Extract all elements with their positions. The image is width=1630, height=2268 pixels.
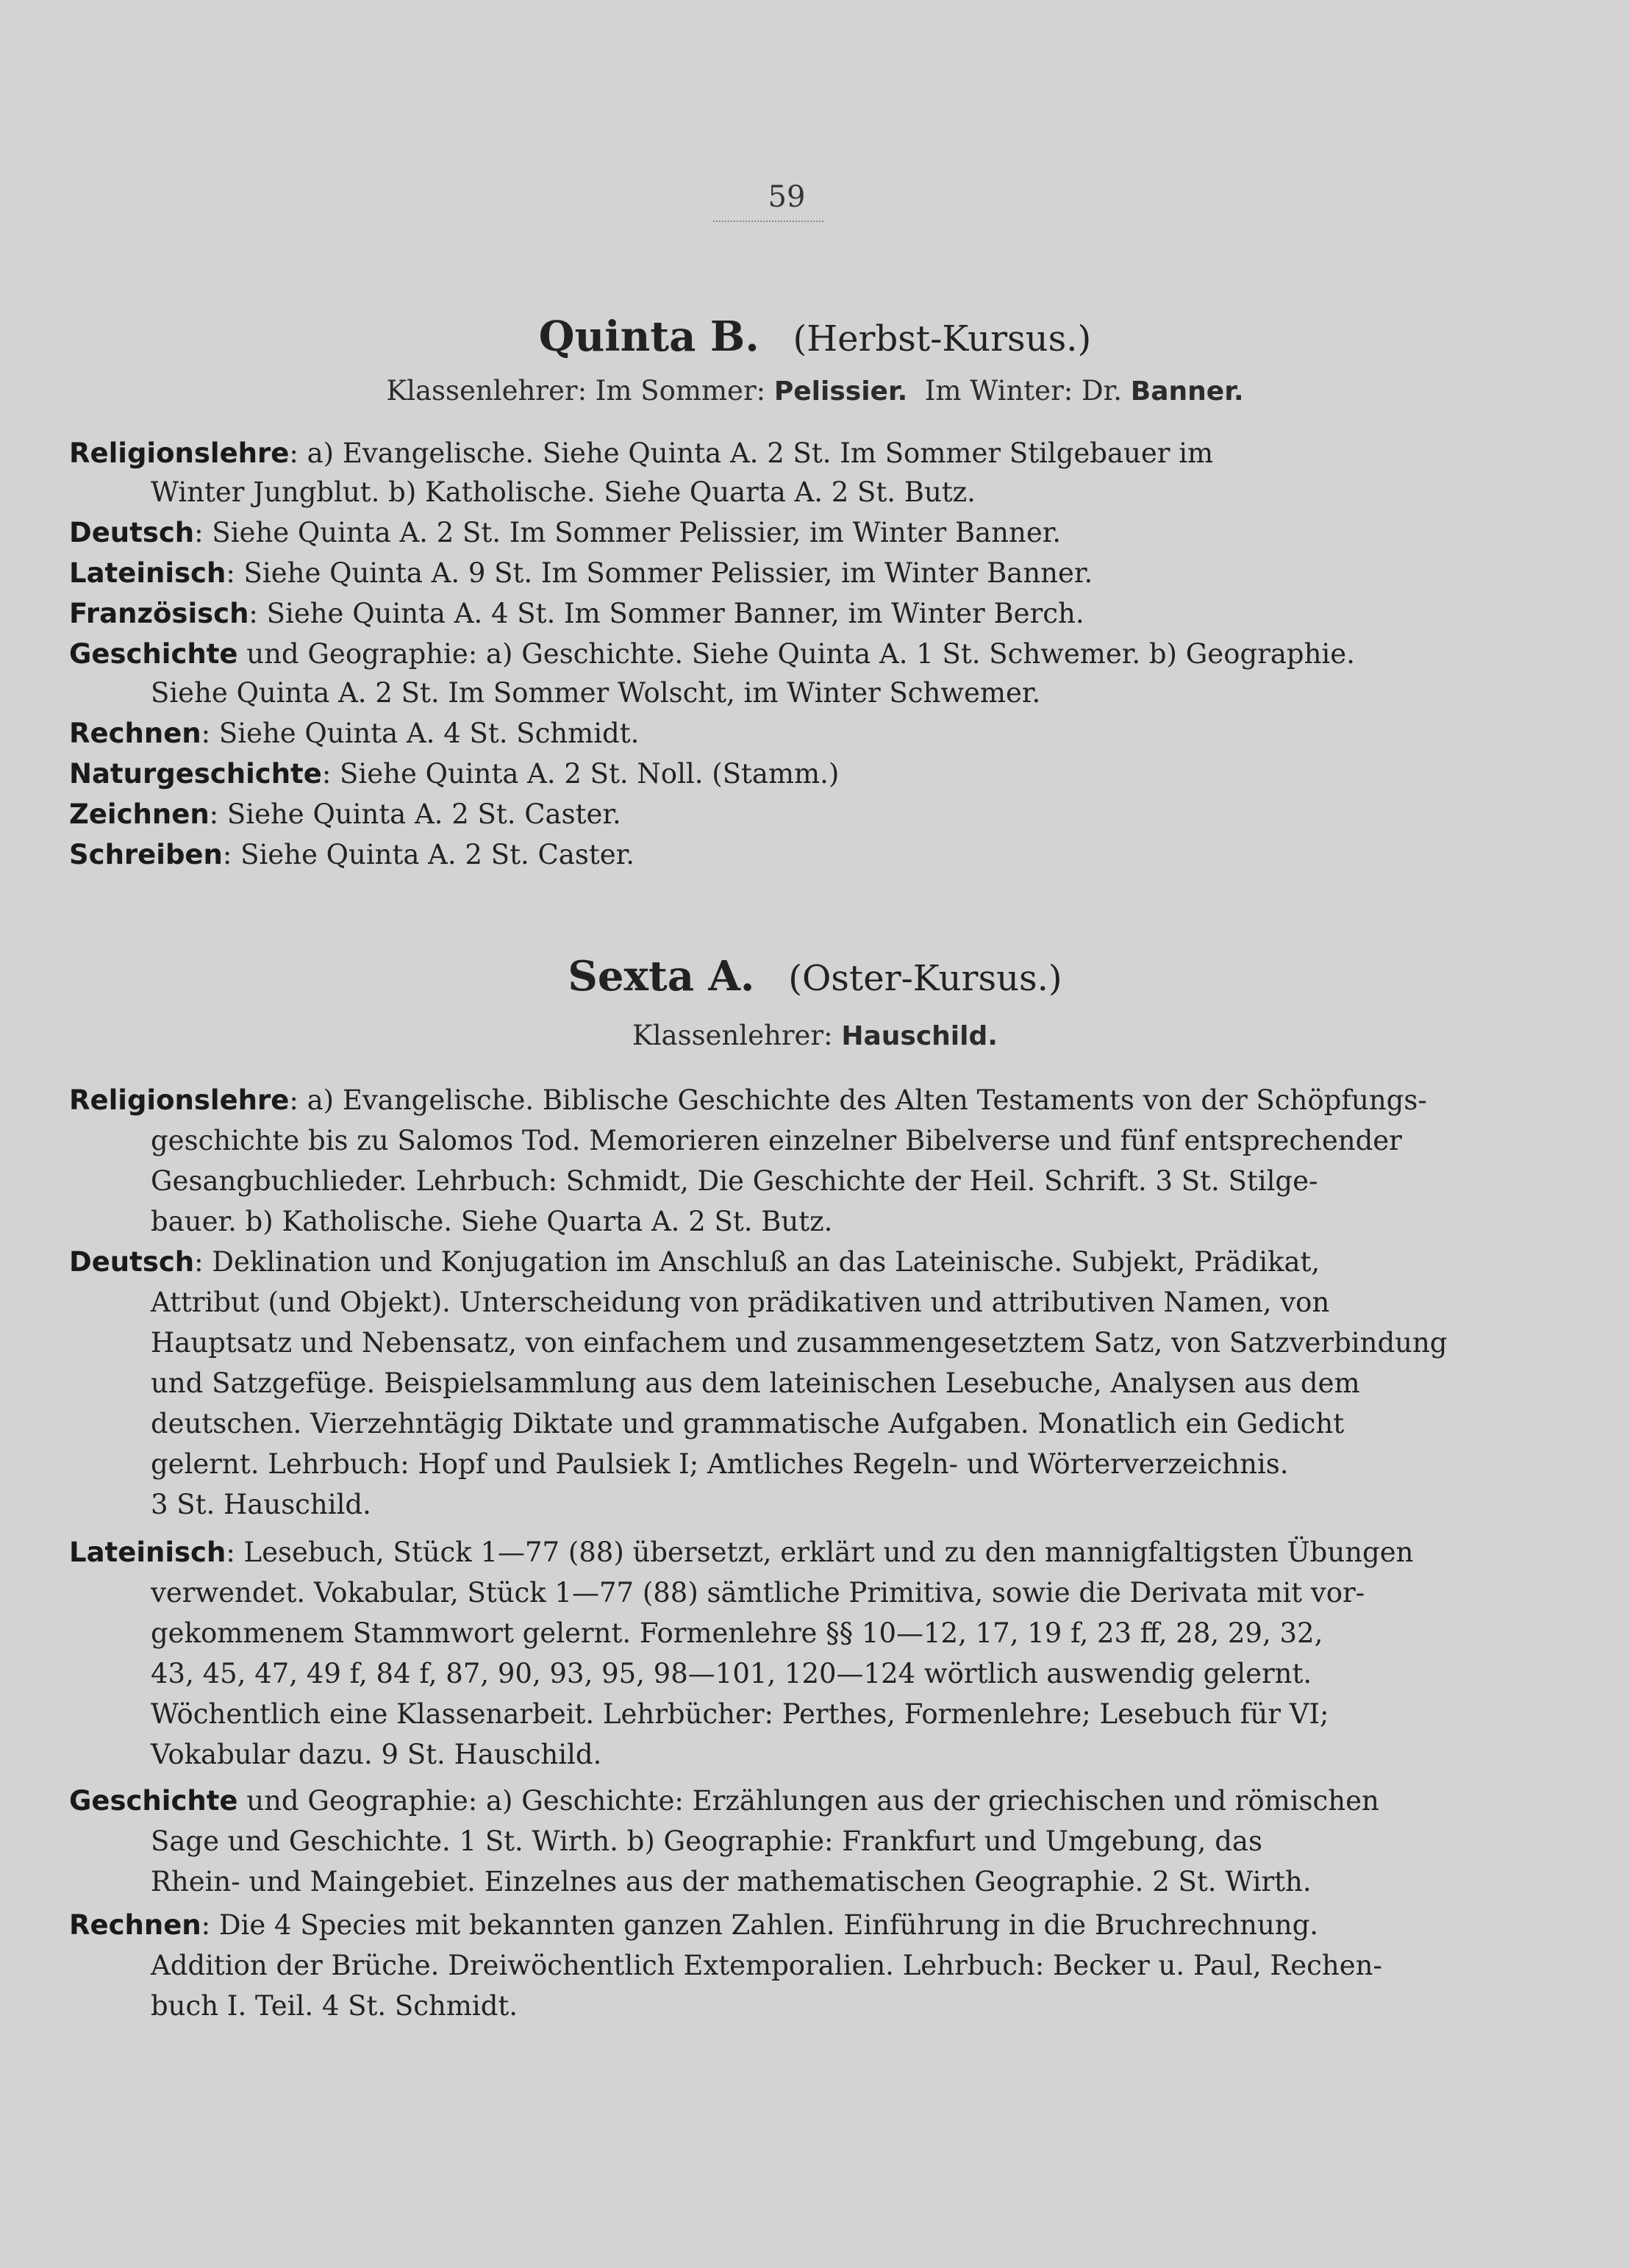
sexta-a-line bbox=[151, 1739, 601, 1770]
line-text: gekommenem Stammwort gelernt. Formenlehre §§ 10—12, 17, 19 f, 23 ff, 28, 29, 32, bbox=[151, 1617, 1323, 1649]
teacher-summer: Pelissier. bbox=[773, 376, 908, 407]
sexta-a-line bbox=[151, 1287, 1329, 1318]
teacher-winter: Banner. bbox=[1130, 376, 1244, 407]
sexta-a-line bbox=[151, 1125, 1402, 1156]
sexta-a-line bbox=[151, 1866, 1312, 1897]
subject-label: Rechnen bbox=[69, 718, 201, 749]
line-text: : Siehe Quinta A. 9 St. Im Sommer Pelissier, im Winter Banner. bbox=[226, 557, 1093, 589]
teacher-label: Klassenlehrer: bbox=[632, 1020, 833, 1051]
subject-label: Schreiben bbox=[69, 839, 223, 870]
subject-label: Religionslehre bbox=[69, 437, 290, 469]
sexta-a-line bbox=[151, 1489, 371, 1520]
line-text: verwendet. Vokabular, Stück 1—77 (88) sämtliche Primitiva, sowie die Derivata mit vor- bbox=[151, 1577, 1365, 1609]
sexta-a-line bbox=[151, 1165, 1318, 1197]
quinta-b-line bbox=[69, 598, 1084, 629]
line-text: bauer. b) Katholische. Siehe Quarta A. 2 St. Butz. bbox=[151, 1206, 833, 1237]
quinta-b-line bbox=[69, 839, 635, 870]
line-text: Winter Jungblut. b) Katholische. Siehe Quarta A. 2 St. Butz. bbox=[151, 476, 976, 508]
quinta-b-line bbox=[69, 517, 1061, 548]
sexta-a-line bbox=[151, 1327, 1447, 1359]
line-text: deutschen. Vierzehntägig Diktate und grammatische Aufgaben. Monatlich ein Gedicht bbox=[151, 1408, 1345, 1439]
line-text: : Lesebuch, Stück 1—77 (88) übersetzt, erklärt und zu den mannigfaltigsten Übungen bbox=[226, 1537, 1414, 1568]
subject-label: Religionslehre bbox=[69, 1084, 290, 1116]
line-text: und Satzgefüge. Beispielsammlung aus dem lateinischen Lesebuche, Analysen aus dem bbox=[151, 1367, 1360, 1399]
sexta-a-line bbox=[69, 1785, 1379, 1817]
sexta-a-line bbox=[69, 1084, 1427, 1116]
quinta-b-course: (Herbst-Kursus.) bbox=[793, 318, 1092, 359]
sexta-a-line bbox=[151, 1825, 1262, 1857]
sexta-a-line bbox=[69, 1537, 1413, 1568]
quinta-b-teacher-line bbox=[0, 375, 1630, 407]
sexta-a-line bbox=[151, 1950, 1382, 1981]
subject-label: Zeichnen bbox=[69, 798, 210, 830]
sexta-a-line bbox=[151, 1990, 518, 2022]
subject-label: Lateinisch bbox=[69, 1537, 226, 1568]
sexta-a-teacher-line bbox=[0, 1020, 1630, 1051]
quinta-b-line bbox=[69, 718, 639, 749]
sexta-a-line bbox=[69, 1909, 1318, 1941]
quinta-b-line bbox=[69, 798, 621, 830]
subject-label: Deutsch bbox=[69, 1246, 195, 1278]
quinta-b-line bbox=[69, 557, 1093, 589]
quinta-b-line bbox=[69, 638, 1355, 670]
sexta-a-line bbox=[151, 1408, 1344, 1439]
line-text: 43, 45, 47, 49 f, 84 f, 87, 90, 93, 95, 98—101, 120—124 wörtlich auswendig gelernt. bbox=[151, 1658, 1312, 1689]
line-text: 3 St. Hauschild. bbox=[151, 1489, 371, 1520]
teacher-name: Hauschild. bbox=[841, 1021, 998, 1051]
line-text: : Siehe Quinta A. 4 St. Im Sommer Banner, im Winter Berch. bbox=[249, 598, 1084, 629]
line-text: Rhein- und Maingebiet. Einzelnes aus der mathematischen Geographie. 2 St. Wirth. bbox=[151, 1866, 1312, 1897]
teacher-label: Klassenlehrer: Im Sommer: bbox=[386, 375, 766, 407]
line-text: : Siehe Quinta A. 4 St. Schmidt. bbox=[201, 718, 640, 749]
sexta-a-line bbox=[69, 1246, 1320, 1278]
line-text: Hauptsatz und Nebensatz, von einfachem und zusammengesetztem Satz, von Satzverbindung bbox=[151, 1327, 1448, 1359]
subject-label: Rechnen bbox=[69, 1909, 201, 1941]
line-text: : Siehe Quinta A. 2 St. Caster. bbox=[209, 798, 621, 830]
line-text: und Geographie: a) Geschichte. Siehe Quinta A. 1 St. Schwemer. b) Geographie. bbox=[237, 638, 1355, 670]
sexta-a-course: (Oster-Kursus.) bbox=[788, 958, 1062, 999]
page-number-ornament bbox=[713, 221, 823, 226]
sexta-a-heading bbox=[0, 952, 1630, 1001]
quinta-b-line bbox=[69, 437, 1213, 469]
line-text: Siehe Quinta A. 2 St. Im Sommer Wolscht, im Winter Schwemer. bbox=[151, 677, 1041, 709]
line-text: Sage und Geschichte. 1 St. Wirth. b) Geographie: Frankfurt und Umgebung, das bbox=[151, 1825, 1262, 1857]
line-text: buch I. Teil. 4 St. Schmidt. bbox=[151, 1990, 518, 2022]
line-text: : a) Evangelische. Siehe Quinta A. 2 St. Im Sommer Stilgebauer im bbox=[289, 437, 1214, 469]
subject-label: Geschichte bbox=[69, 638, 238, 670]
subject-label: Deutsch bbox=[69, 517, 195, 548]
line-text: Attribut (und Objekt). Unterscheidung von prädikativen und attributiven Namen, von bbox=[151, 1287, 1330, 1318]
sexta-a-line bbox=[151, 1658, 1312, 1689]
line-text: : Siehe Quinta A. 2 St. Caster. bbox=[222, 839, 635, 870]
line-text: Gesangbuchlieder. Lehrbuch: Schmidt, Die Geschichte der Heil. Schrift. 3 St. Stilge- bbox=[151, 1165, 1318, 1197]
quinta-b-line bbox=[151, 677, 1040, 709]
subject-label: Französisch bbox=[69, 598, 249, 629]
subject-label: Lateinisch bbox=[69, 557, 226, 589]
sexta-a-line bbox=[151, 1577, 1365, 1609]
line-text: Vokabular dazu. 9 St. Hauschild. bbox=[151, 1739, 602, 1770]
page-number: 59 bbox=[768, 180, 806, 214]
sexta-a-title: Sexta A. bbox=[568, 952, 755, 1001]
line-text: : Deklination und Konjugation im Anschluß an das Lateinische. Subjekt, Prädikat, bbox=[194, 1246, 1320, 1278]
line-text: und Geographie: a) Geschichte: Erzählungen aus der griechischen und römischen bbox=[237, 1785, 1379, 1817]
quinta-b-heading bbox=[0, 312, 1630, 361]
sexta-a-line bbox=[151, 1698, 1329, 1730]
sexta-a-line bbox=[151, 1367, 1360, 1399]
line-text: : Siehe Quinta A. 2 St. Im Sommer Pelissier, im Winter Banner. bbox=[194, 517, 1062, 548]
subject-label: Geschichte bbox=[69, 1785, 238, 1817]
sexta-a-line bbox=[151, 1206, 832, 1237]
line-text: gelernt. Lehrbuch: Hopf und Paulsiek I; Amtliches Regeln- und Wörterverzeichnis. bbox=[151, 1448, 1289, 1480]
subject-label: Naturgeschichte bbox=[69, 758, 322, 790]
line-text: Wöchentlich eine Klassenarbeit. Lehrbücher: Perthes, Formenlehre; Lesebuch für VI; bbox=[151, 1698, 1329, 1730]
line-text: geschichte bis zu Salomos Tod. Memorieren einzelner Bibelverse und fünf entsprechender bbox=[151, 1125, 1402, 1156]
quinta-b-title: Quinta B. bbox=[538, 312, 759, 361]
sexta-a-line bbox=[151, 1448, 1289, 1480]
sexta-a-line bbox=[151, 1617, 1323, 1649]
quinta-b-line bbox=[69, 758, 839, 790]
line-text: : Siehe Quinta A. 2 St. Noll. (Stamm.) bbox=[321, 758, 840, 790]
quinta-b-line bbox=[151, 476, 976, 508]
line-text: : Die 4 Species mit bekannten ganzen Zahlen. Einführung in die Bruchrechnung. bbox=[201, 1909, 1319, 1941]
line-text: Addition der Brüche. Dreiwöchentlich Extemporalien. Lehrbuch: Becker u. Paul, Rechen- bbox=[151, 1950, 1382, 1981]
line-text: : a) Evangelische. Biblische Geschichte des Alten Testaments von der Schöpfungs- bbox=[289, 1084, 1427, 1116]
teacher-winter-label: Im Winter: Dr. bbox=[924, 375, 1123, 407]
